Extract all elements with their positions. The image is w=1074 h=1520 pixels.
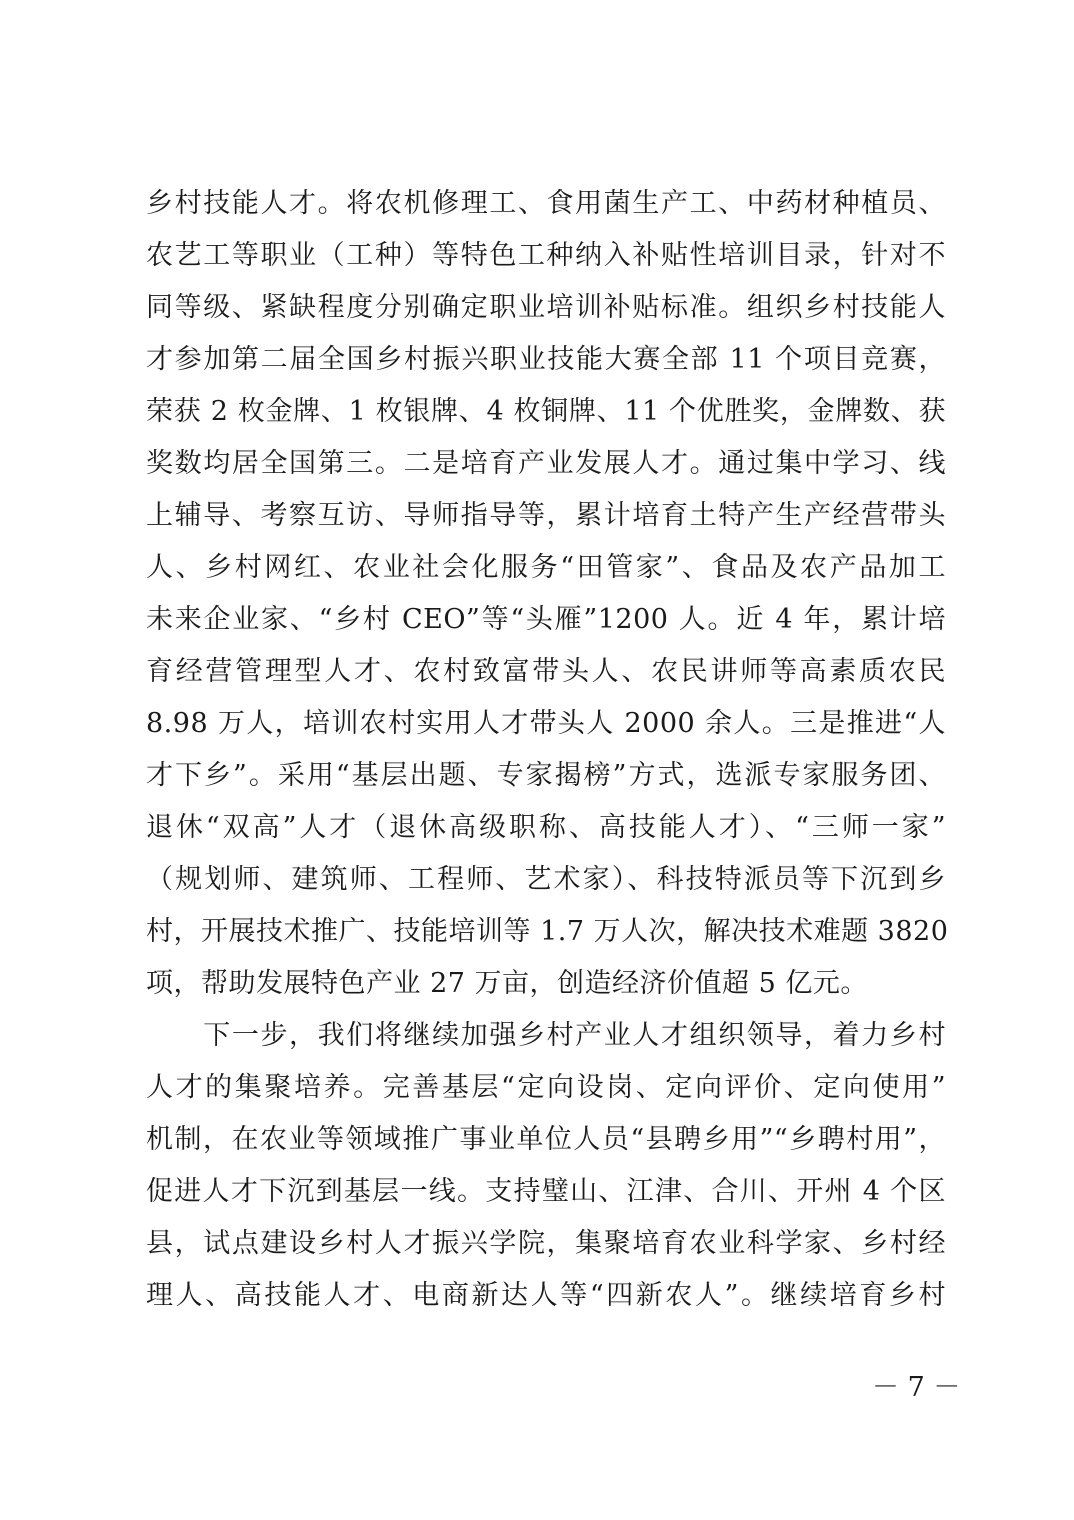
text-line: 退休“双高”人才（退休高级职称、高技能人才）、“三师一家” bbox=[146, 812, 946, 843]
text-line: （规划师、建筑师、工程师、艺术家）、科技特派员等下沉到乡 bbox=[146, 864, 946, 895]
text-line: 县，试点建设乡村人才振兴学院，集聚培育农业科学家、乡村经 bbox=[146, 1228, 946, 1259]
text-line: 奖数均居全国第三。二是培育产业发展人才。通过集中学习、线 bbox=[146, 448, 946, 479]
text-line: 才下乡”。采用“基层出题、专家揭榜”方式，选派专家服务团、 bbox=[146, 760, 946, 791]
text-line: 促进人才下沉到基层一线。支持璧山、江津、合川、开州 4 个区 bbox=[146, 1176, 946, 1207]
text-line: 村，开展技术推广、技能培训等 1.7 万人次，解决技术难题 3820 bbox=[146, 916, 949, 947]
text-line: 人才的集聚培养。完善基层“定向设岗、定向评价、定向使用” bbox=[146, 1072, 946, 1103]
text-line: 未来企业家、“乡村 CEO”等“头雁”1200 人。近 4 年，累计培 bbox=[146, 604, 946, 635]
text-line: 理人、高技能人才、电商新达人等“四新农人”。继续培育乡村 bbox=[146, 1280, 946, 1311]
page-number: － 7 － bbox=[872, 1372, 961, 1403]
text-line: 乡村技能人才。将农机修理工、食用菌生产工、中药材种植员、 bbox=[146, 188, 946, 219]
text-line: 人、乡村网红、农业社会化服务“田管家”、食品及农产品加工 bbox=[146, 552, 946, 583]
text-line: 同等级、紧缺程度分别确定职业培训补贴标准。组织乡村技能人 bbox=[146, 292, 946, 323]
text-line: 荣获 2 枚金牌、1 枚银牌、4 枚铜牌、11 个优胜奖，金牌数、获 bbox=[146, 396, 946, 427]
text-line: 上辅导、考察互访、导师指导等，累计培育土特产生产经营带头 bbox=[146, 500, 946, 531]
text-line: 项，帮助发展特色产业 27 万亩，创造经济价值超 5 亿元。 bbox=[146, 968, 868, 999]
text-line: 农艺工等职业（工种）等特色工种纳入补贴性培训目录，针对不 bbox=[146, 240, 946, 271]
body-text bbox=[146, 178, 949, 1322]
text-line: 才参加第二届全国乡村振兴职业技能大赛全部 11 个项目竞赛， bbox=[146, 344, 946, 375]
text-line: 8.98 万人，培训农村实用人才带头人 2000 余人。三是推进“人 bbox=[146, 708, 946, 739]
text-line: 机制，在农业等领域推广事业单位人员“县聘乡用”“乡聘村用”， bbox=[146, 1124, 946, 1155]
text-line: 下一步，我们将继续加强乡村产业人才组织领导，着力乡村 bbox=[146, 1020, 946, 1051]
text-line: 育经营管理型人才、农村致富带头人、农民讲师等高素质农民 bbox=[146, 656, 946, 687]
